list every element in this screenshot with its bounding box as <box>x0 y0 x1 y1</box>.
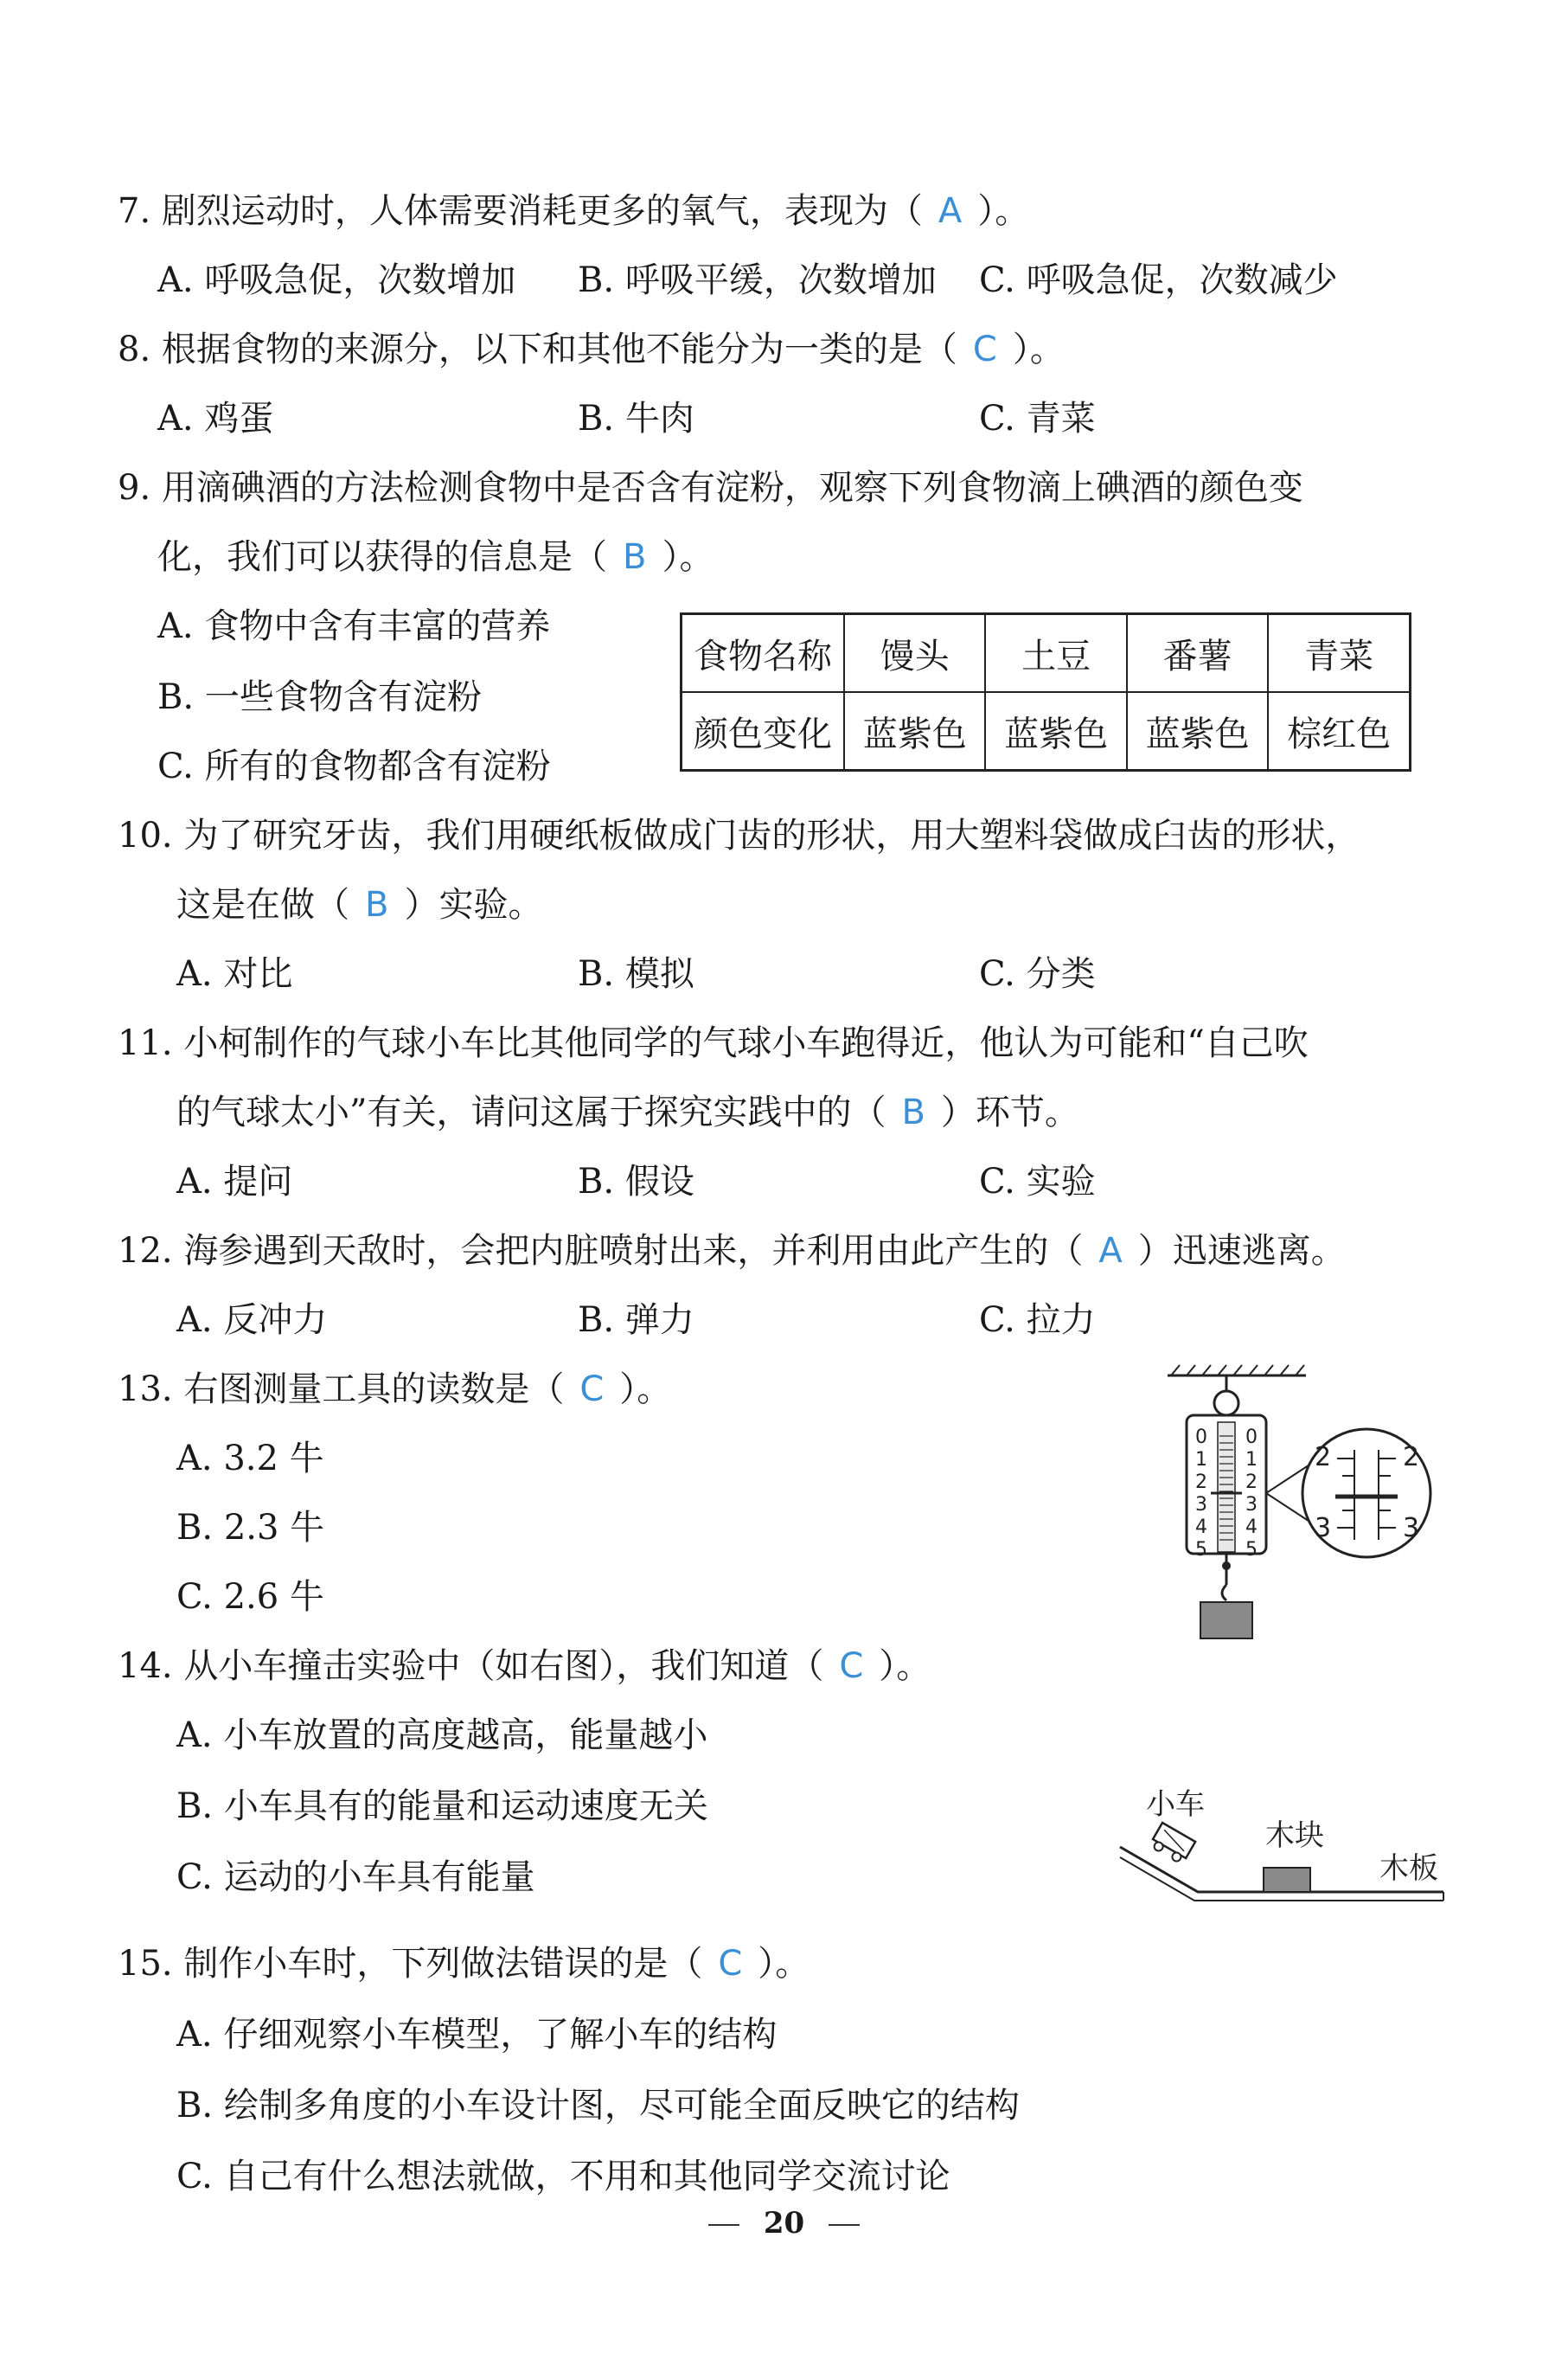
answer-13: C <box>579 1369 605 1409</box>
magnified-label: 2 <box>1403 1442 1420 1472</box>
scale-label: 1 <box>1245 1449 1258 1471</box>
option-14c: C. 运动的小车具有能量 <box>176 1857 535 1897</box>
option-8c: C. 青菜 <box>979 399 1096 439</box>
ramp-collision-figure <box>1111 1778 1457 1907</box>
option-7c: C. 呼吸急促，次数减少 <box>979 260 1338 300</box>
option-13c: C. 2.6 牛 <box>176 1577 324 1617</box>
option-9a: A. 食物中含有丰富的营养 <box>157 606 551 646</box>
answer-12: A <box>1098 1231 1123 1271</box>
scale-label: 3 <box>1195 1494 1207 1516</box>
question-11-stem-line1: 11. 小柯制作的气球小车比其他同学的气球小车跑得近，他认为可能和“自己吹 <box>118 1023 1309 1063</box>
table-cell: 蓝紫色 <box>844 692 985 771</box>
scale-label: 3 <box>1245 1494 1258 1516</box>
option-12c: C. 拉力 <box>979 1300 1096 1340</box>
question-9-stem-line1: 9. 用滴碘酒的方法检测食物中是否含有淀粉，观察下列食物滴上碘酒的颜色变 <box>118 468 1303 508</box>
table-cell: 棕红色 <box>1268 692 1410 771</box>
answer-10: B <box>365 885 389 925</box>
question-15-stem: 15. 制作小车时，下列做法错误的是（ C ）。 <box>118 1941 810 1986</box>
table-cell: 番薯 <box>1127 614 1268 693</box>
table-cell: 颜色变化 <box>682 692 845 771</box>
answer-7: A <box>938 191 963 231</box>
table-row <box>682 692 1411 771</box>
option-11a: A. 提问 <box>176 1162 293 1202</box>
option-9b: B. 一些食物含有淀粉 <box>157 677 482 717</box>
scale-label: 2 <box>1245 1471 1258 1493</box>
option-11c: C. 实验 <box>979 1162 1096 1202</box>
option-7b: B. 呼吸平缓，次数增加 <box>578 260 937 300</box>
option-10c: C. 分类 <box>979 954 1096 994</box>
question-12-stem: 12. 海参遇到天敌时，会把内脏喷射出来，并利用由此产生的（ A ）迅速逃离。 <box>118 1228 1346 1273</box>
answer-15: C <box>718 1944 743 1984</box>
option-14b: B. 小车具有的能量和运动速度无关 <box>176 1786 708 1826</box>
option-15c: C. 自己有什么想法就做，不用和其他同学交流讨论 <box>176 2157 950 2196</box>
answer-9: B <box>623 537 647 577</box>
answer-8: C <box>972 330 997 369</box>
option-14a: A. 小车放置的高度越高，能量越小 <box>176 1715 708 1755</box>
option-8b: B. 牛肉 <box>578 399 694 439</box>
option-12b: B. 弹力 <box>578 1300 694 1340</box>
food-color-table <box>680 612 1411 772</box>
board-label: 木板 <box>1379 1851 1438 1886</box>
option-9c: C. 所有的食物都含有淀粉 <box>157 747 551 786</box>
option-8a: A. 鸡蛋 <box>157 399 274 439</box>
question-14-stem: 14. 从小车撞击实验中（如右图），我们知道（ C ）。 <box>118 1644 931 1689</box>
wood-block <box>1264 1868 1310 1892</box>
car-label: 小车 <box>1146 1787 1205 1822</box>
question-10-stem-line2: 这是在做（ B ）实验。 <box>176 882 542 927</box>
question-9-stem-line2: 化，我们可以获得的信息是（ B ）。 <box>157 535 714 580</box>
scale-label: 1 <box>1195 1449 1207 1471</box>
option-12a: A. 反冲力 <box>176 1300 328 1340</box>
page-number: 20 <box>0 2206 1568 2241</box>
scale-label: 5 <box>1245 1539 1258 1561</box>
option-13b: B. 2.3 牛 <box>176 1508 325 1548</box>
question-7-stem: 7. 剧烈运动时，人体需要消耗更多的氧气，表现为（ A ）。 <box>118 189 1029 234</box>
option-7a: A. 呼吸急促，次数增加 <box>157 260 516 300</box>
spring-scale-figure <box>1150 1358 1462 1678</box>
option-15a: A. 仔细观察小车模型，了解小车的结构 <box>176 2015 778 2055</box>
scale-label: 4 <box>1245 1516 1258 1538</box>
scale-label: 5 <box>1195 1539 1207 1561</box>
table-cell: 食物名称 <box>682 614 845 693</box>
question-11-stem-line2: 的气球太小”有关，请问这属于探究实践中的（ B ）环节。 <box>176 1090 1079 1135</box>
question-8-stem: 8. 根据食物的来源分，以下和其他不能分为一类的是（ C ）。 <box>118 327 1065 372</box>
option-11b: B. 假设 <box>578 1162 694 1202</box>
magnified-label: 3 <box>1403 1513 1420 1543</box>
option-10b: B. 模拟 <box>578 954 694 994</box>
scale-label: 0 <box>1195 1427 1207 1448</box>
table-cell: 土豆 <box>985 614 1126 693</box>
block-label: 木块 <box>1265 1818 1324 1853</box>
question-10-stem-line1: 10. 为了研究牙齿，我们用硬纸板做成门齿的形状，用大塑料袋做成臼齿的形状， <box>118 816 1360 856</box>
table-cell: 馒头 <box>844 614 985 693</box>
magnified-label: 3 <box>1315 1513 1332 1543</box>
car-icon <box>1149 1823 1196 1865</box>
scale-label: 2 <box>1195 1471 1207 1493</box>
table-row <box>682 614 1411 693</box>
option-15b: B. 绘制多角度的小车设计图，尽可能全面反映它的结构 <box>176 2086 1020 2125</box>
scale-label: 0 <box>1245 1427 1258 1448</box>
table-cell: 青菜 <box>1268 614 1410 693</box>
magnified-label: 2 <box>1315 1442 1332 1472</box>
answer-14: C <box>839 1646 864 1686</box>
answer-11: B <box>901 1093 925 1132</box>
scale-label: 4 <box>1195 1516 1207 1538</box>
option-13a: A. 3.2 牛 <box>176 1439 324 1478</box>
question-13-stem: 13. 右图测量工具的读数是（ C ）。 <box>118 1367 671 1412</box>
table-cell: 蓝紫色 <box>985 692 1126 771</box>
table-cell: 蓝紫色 <box>1127 692 1268 771</box>
option-10a: A. 对比 <box>176 954 293 994</box>
